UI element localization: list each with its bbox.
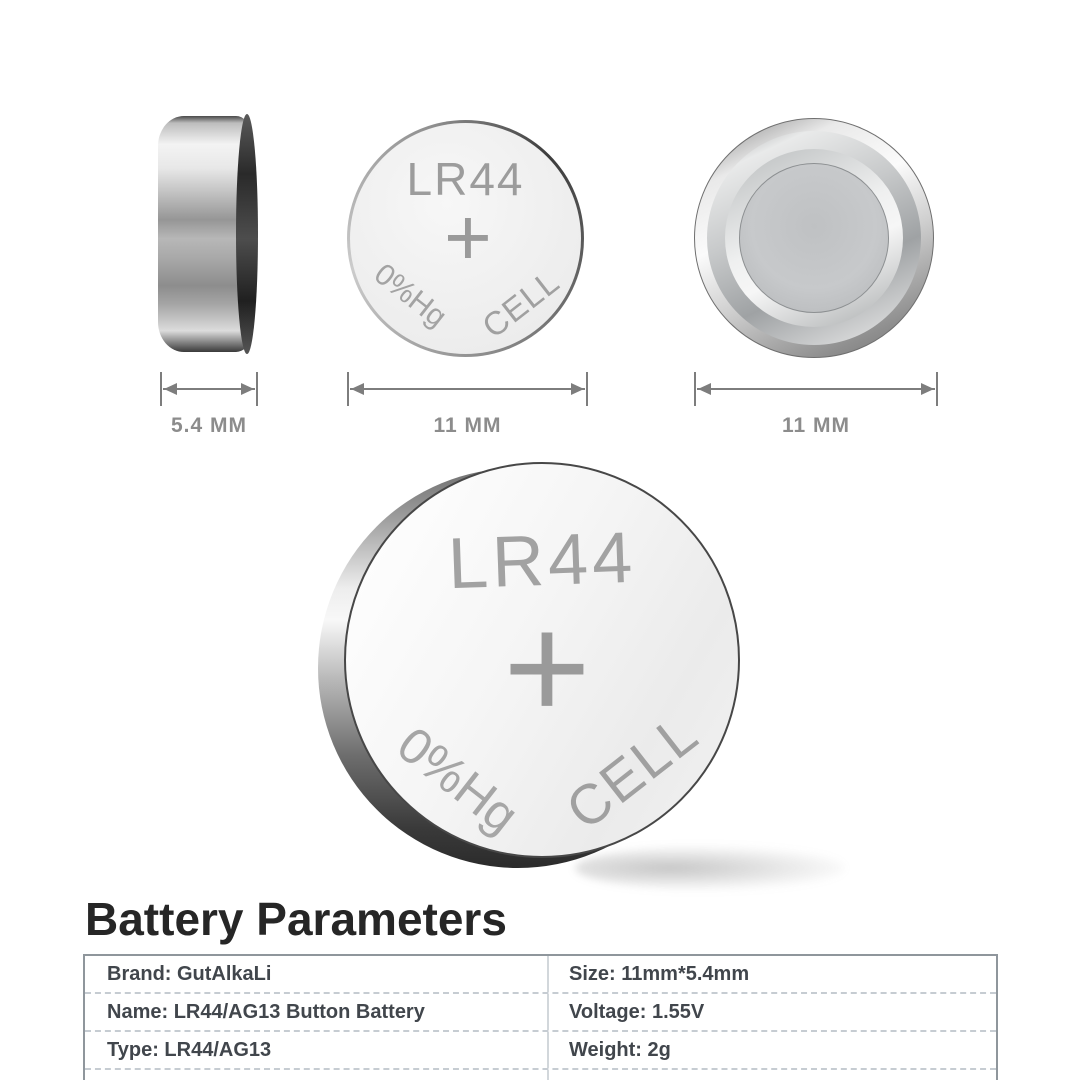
battery-side-edge (236, 114, 258, 354)
dimension-label: 11 MM (433, 414, 502, 437)
param-empty (85, 1070, 547, 1080)
arrow-right-icon (571, 383, 584, 395)
dimension-back-diameter (694, 372, 938, 444)
param-brand: Brand: GutAlkaLi (107, 962, 272, 985)
arrow-left-icon (351, 383, 364, 395)
mercury-free-label: 0%Hg (367, 257, 453, 334)
dimension-label: 5.4 MM (170, 414, 247, 437)
dimension-line (350, 388, 585, 390)
table-row-cutoff (85, 1070, 996, 1080)
param-voltage: Voltage: 1.55V (547, 994, 996, 1030)
arrow-left-icon (698, 383, 711, 395)
battery-hero-face (344, 462, 740, 858)
battery-back-view (694, 118, 934, 358)
plus-polarity-mark: + (503, 583, 591, 752)
dimension-tick (160, 372, 162, 406)
arrow-right-icon (241, 383, 254, 395)
arrow-right-icon (921, 383, 934, 395)
dimension-tick (936, 372, 938, 406)
dimension-tick (347, 372, 349, 406)
battery-front-view (347, 120, 584, 357)
battery-back-disc (739, 163, 889, 313)
param-type: Type: LR44/AG13 (107, 1038, 272, 1061)
param-size: Size: 11mm*5.4mm (547, 956, 996, 992)
dimension-thickness (160, 372, 258, 444)
battery-side-view (158, 114, 258, 354)
parameters-table (83, 954, 998, 1080)
battery-model-label: LR44 (406, 153, 525, 205)
dimension-tick (586, 372, 588, 406)
param-name: Name: LR44/AG13 Button Battery (107, 1000, 425, 1023)
battery-front-face (350, 123, 581, 354)
param-empty (547, 1070, 996, 1080)
table-row (85, 956, 996, 994)
dimension-front-diameter (347, 372, 588, 444)
battery-model-label: LR44 (446, 517, 638, 605)
dimension-line (697, 388, 935, 390)
battery-hero-view (318, 460, 742, 878)
param-weight: Weight: 2g (547, 1032, 996, 1068)
plus-polarity-mark: + (444, 192, 492, 284)
dimension-tick (694, 372, 696, 406)
cell-label: CELL (475, 262, 567, 345)
table-row (85, 994, 996, 1032)
dimension-tick (256, 372, 258, 406)
table-row (85, 1032, 996, 1070)
page-title: Battery Parameters (85, 893, 507, 945)
mercury-free-label: 0%Hg (387, 716, 529, 844)
cell-label: CELL (554, 700, 710, 842)
dimension-label: 11 MM (781, 414, 851, 437)
arrow-left-icon (164, 383, 177, 395)
